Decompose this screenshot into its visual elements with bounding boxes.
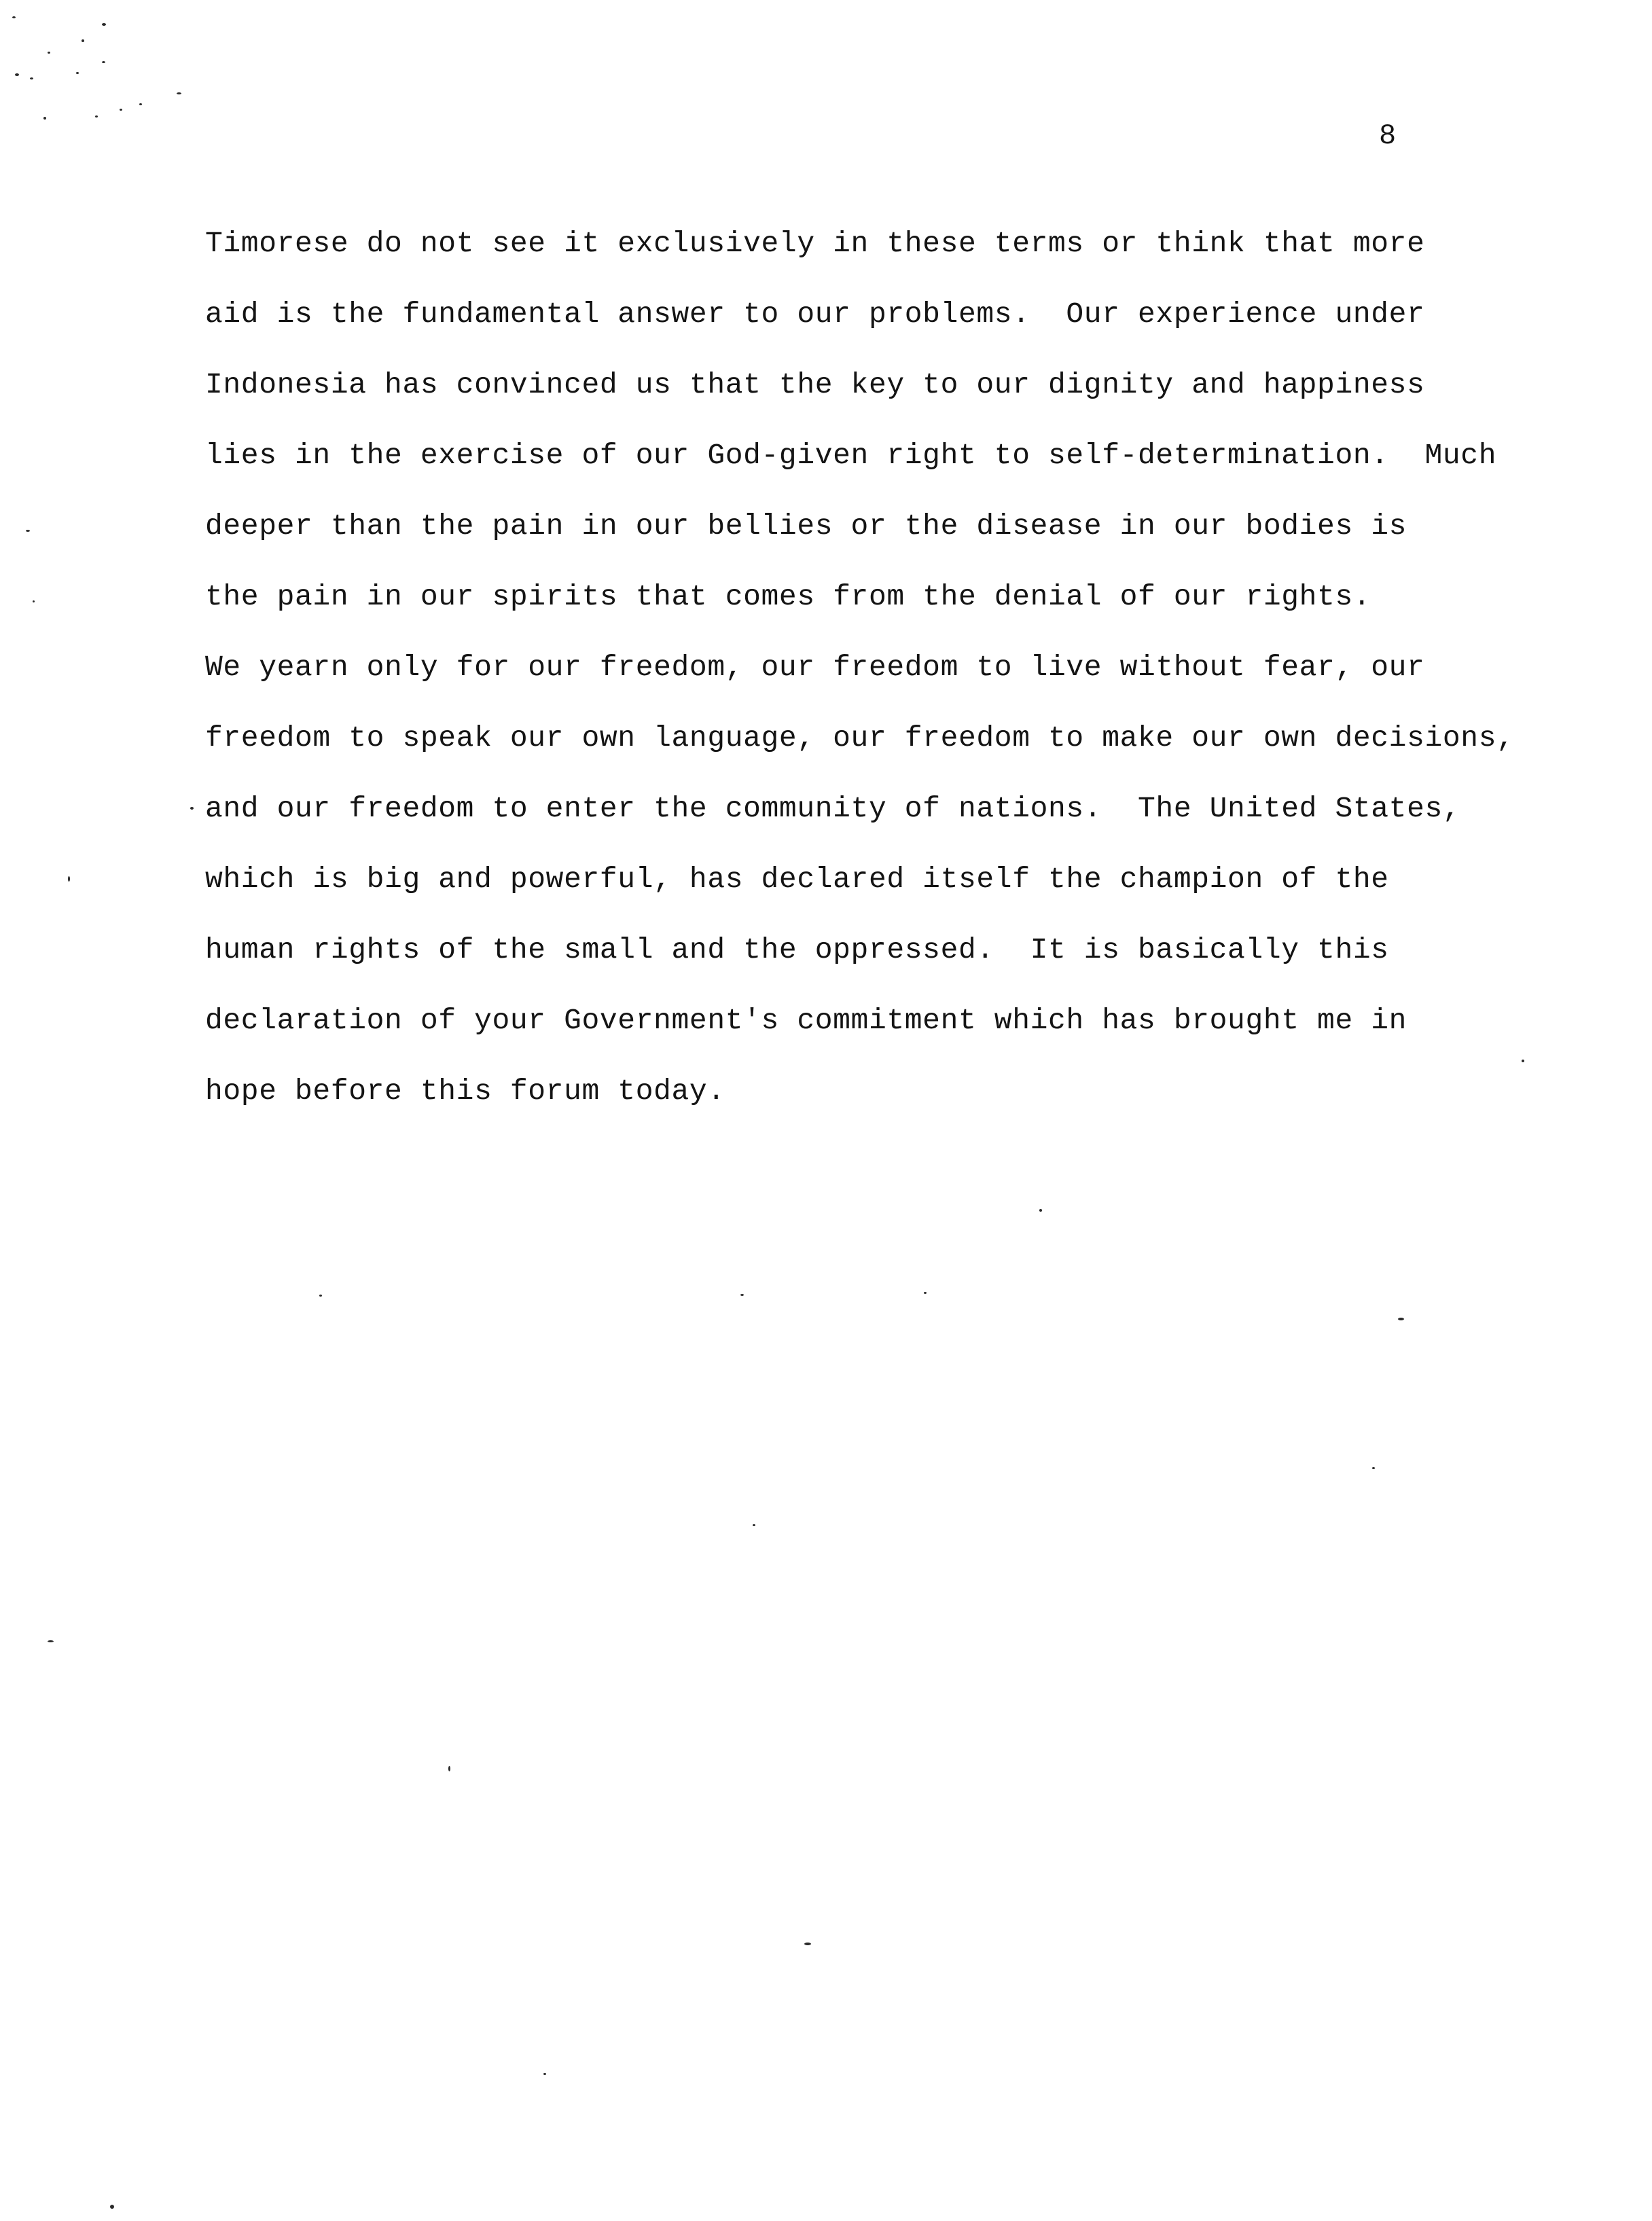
scan-speck	[1398, 1318, 1404, 1320]
scan-speck	[190, 807, 194, 810]
scan-speck	[753, 1524, 755, 1526]
scan-speck	[740, 1294, 744, 1296]
text-line-12: declaration of your Government's commitment which has brought me in	[205, 1004, 1407, 1037]
scan-speck	[15, 73, 19, 76]
scan-speck	[30, 77, 33, 79]
scan-speck	[319, 1295, 322, 1297]
scan-speck	[102, 23, 106, 26]
scan-speck	[48, 1640, 54, 1642]
scan-speck	[76, 72, 79, 74]
scan-speck	[43, 117, 46, 120]
text-line-2: aid is the fundamental answer to our problems. Our experience under	[205, 297, 1425, 331]
scan-speck	[48, 52, 50, 54]
scan-speck	[139, 103, 142, 105]
text-line-4: lies in the exercise of our God-given right to self-determination. Much	[205, 439, 1497, 472]
text-line-1: Timorese do not see it exclusively in these terms or think that more	[205, 227, 1425, 260]
scan-speck	[12, 16, 16, 18]
text-line-5: deeper than the pain in our bellies or the disease in our bodies is	[205, 509, 1407, 543]
scan-speck	[448, 1766, 450, 1771]
scan-speck	[543, 2073, 546, 2075]
scan-speck	[177, 92, 181, 94]
scan-speck	[1522, 1060, 1524, 1062]
text-line-11: human rights of the small and the oppressed. It is basically this	[205, 933, 1389, 967]
text-line-9: and our freedom to enter the community of nations. The United States,	[205, 792, 1461, 825]
text-line-8: freedom to speak our own language, our freedom to make our own decisions,	[205, 721, 1515, 755]
scan-speck	[102, 61, 105, 63]
scan-speck	[82, 39, 84, 42]
text-line-13: hope before this forum today.	[205, 1075, 725, 1108]
text-line-10: which is big and powerful, has declared itself the champion of the	[205, 863, 1389, 896]
text-line-7: We yearn only for our freedom, our freedom to live without fear, our	[205, 651, 1425, 684]
scan-speck	[120, 109, 122, 111]
scan-speck	[924, 1292, 927, 1294]
scan-speck	[26, 530, 30, 532]
scan-speck	[68, 876, 70, 882]
body-paragraph	[205, 219, 1550, 1137]
page-number: 8	[1379, 120, 1397, 152]
scan-speck	[1372, 1467, 1375, 1469]
text-line-3: Indonesia has convinced us that the key to our dignity and happiness	[205, 368, 1425, 401]
text-line-6: the pain in our spirits that comes from the denial of our rights.	[205, 580, 1371, 613]
scan-speck	[33, 600, 35, 602]
scan-speck	[110, 2205, 114, 2209]
scan-speck	[1039, 1209, 1042, 1212]
scan-speck	[95, 115, 98, 118]
scan-speck	[804, 1943, 811, 1945]
